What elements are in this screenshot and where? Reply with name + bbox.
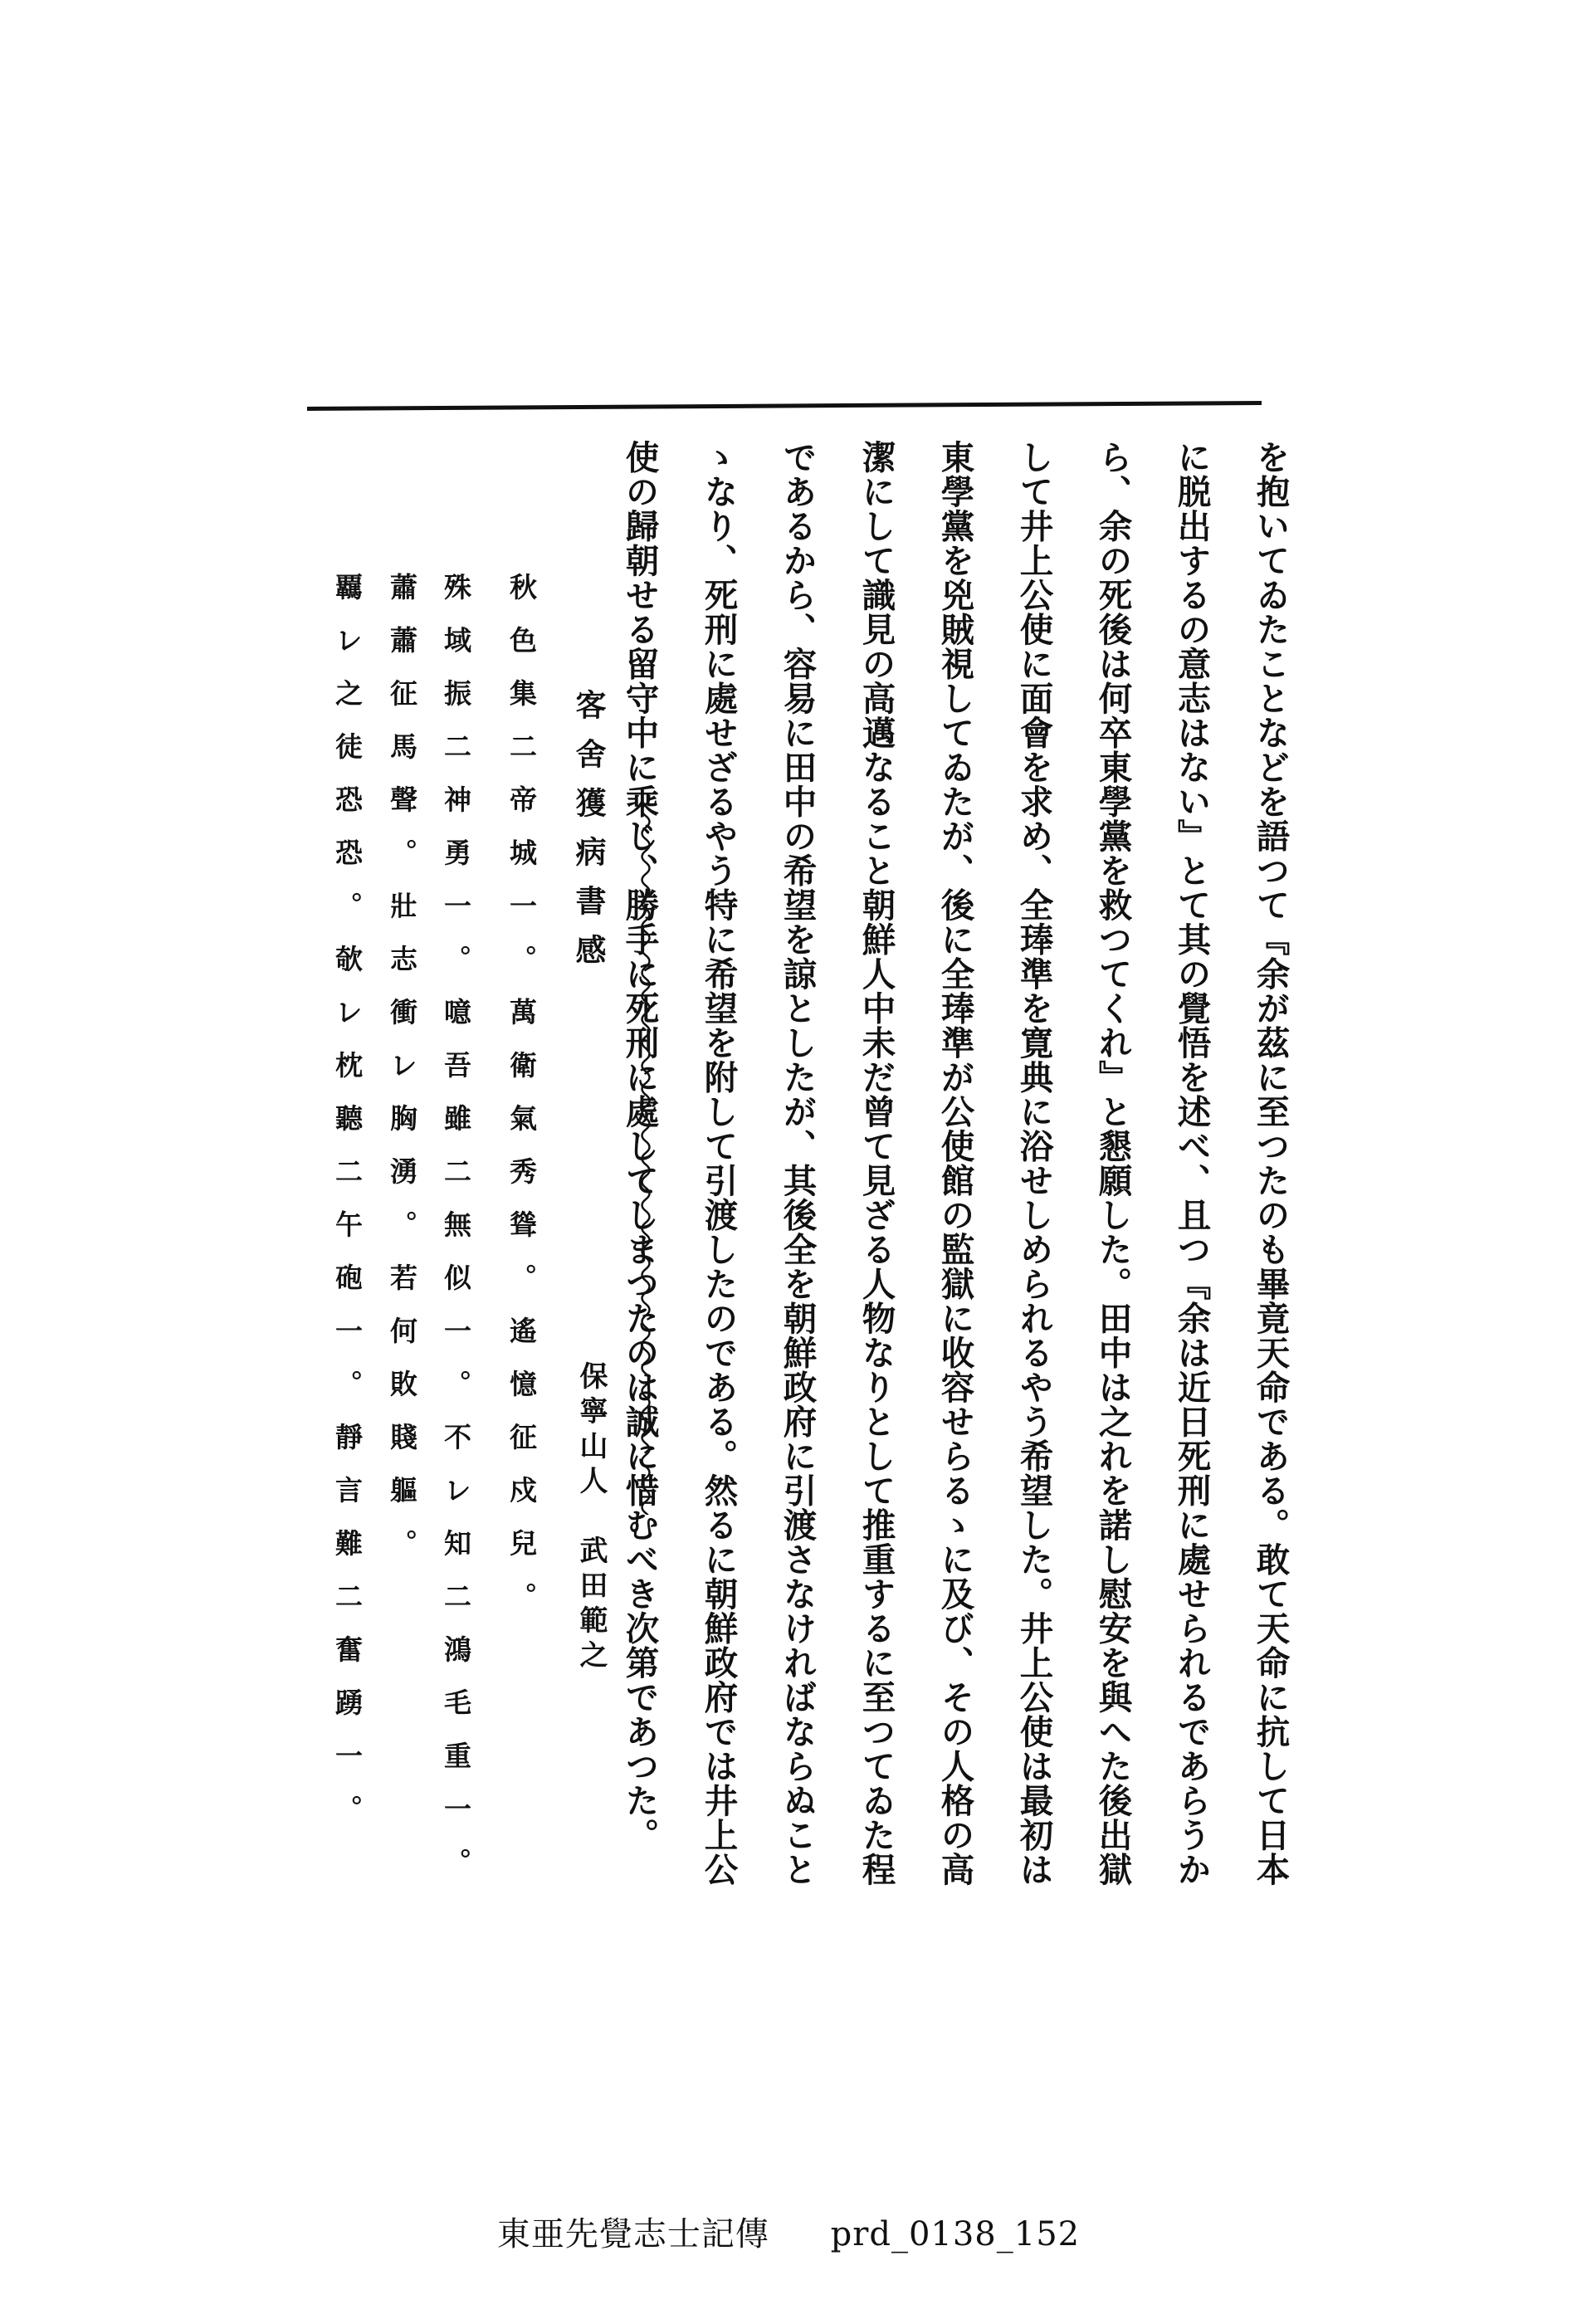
poem-author: 保寧山人 武田範之 <box>574 1361 608 1675</box>
prose-column-5: 東學黨を兇賊視してゐたが、後に全琫準が公使館の監獄に收容せらるゝに及び、その人格の高 <box>935 440 975 1887</box>
prose-column-9: 使の歸朝せる留守中に乘じ、勝手に死刑に處してしまつたのは誠に惜むべき次第であつた。 <box>619 440 660 1853</box>
poem-line-4: 覊レ之徒恐恐。欹レ枕聽二午砲一。靜言難二奮踴一。 <box>331 573 364 1848</box>
prose-column-8: ゝなり、死刑に處せざるやう特に希望を附して引渡したのである。然るに朝鮮政府では井上公 <box>698 440 739 1887</box>
poem-line-1: 秋色集二帝城一。萬衛氣秀聳。遙憶征戍兒。 <box>505 573 538 1635</box>
poem-line-2: 殊域振二神勇一。噫吾雖二無似一。不レ知二鴻毛重一。 <box>440 573 472 1901</box>
prose-column-4: して井上公使に面會を求め、全琫準を寛典に浴せしめられるやう希望した。井上公使は最初は <box>1013 440 1054 1887</box>
footer-page-id: prd_0138_152 <box>830 2215 1081 2253</box>
prose-column-7: であるから、容易に田中の希望を諒としたが、其後全を朝鮮政府に引渡さなければならぬこと <box>777 440 818 1887</box>
prose-column-1: を抱いてゐたことなどを語つて『余が茲に至つたのも畢竟天命である。敢て天命に抗して日本 <box>1250 440 1291 1887</box>
page-footer <box>0 2208 1577 2255</box>
prose-column-2: に脱出するの意志はない』とて其の覺悟を述べ、且つ『余は近日死刑に處せられるであらうか <box>1171 440 1212 1887</box>
poem-line-3: 蕭蕭征馬聲。壯志衝レ胸湧。若何敗賤軀。 <box>386 573 418 1582</box>
poem-title: 客舍獲病書感 <box>570 689 607 983</box>
prose-column-3: ら、余の死後は何卒東學黨を救つてくれ』と懇願した。田中は之れを諾し慰安を與へた後出獄 <box>1092 440 1133 1887</box>
footer-book-title: 東亜先覺志士記傳 <box>496 2215 769 2253</box>
prose-column-6: 潔にして識見の高邁なること朝鮮人中未だ曾て見ざる人物なりとして推重するに至つてゐた程 <box>856 440 896 1887</box>
top-rule <box>307 401 1262 411</box>
wavy-separator <box>633 793 658 1515</box>
